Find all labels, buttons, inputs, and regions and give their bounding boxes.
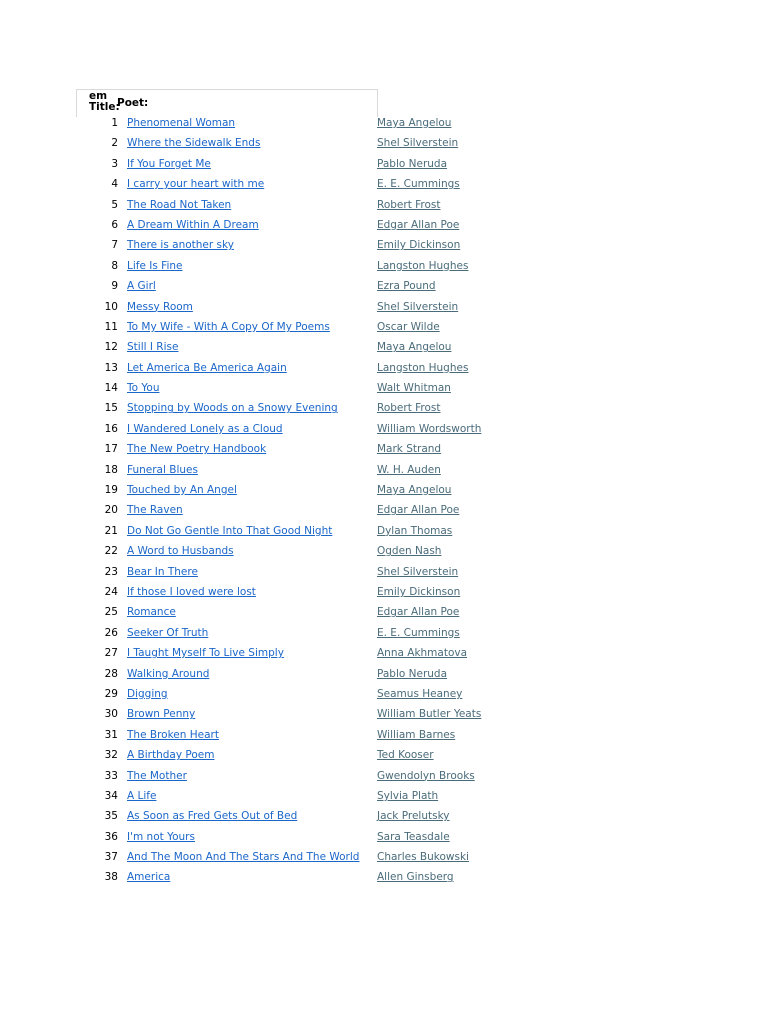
poem-list [0,113,768,888]
poem-title-link[interactable]: Do Not Go Gentle Into That Good Night [127,524,333,537]
table-row [0,623,768,643]
table-row [0,195,768,215]
table-row [0,664,768,684]
poem-title-link[interactable]: To My Wife - With A Copy Of My Poems [127,320,330,333]
table-row [0,398,768,418]
table-row [0,766,768,786]
title-header-line1: em [89,90,108,102]
poet-name-link[interactable]: Mark Strand [377,443,442,456]
table-row [0,500,768,520]
poet-name-link[interactable]: Gwendolyn Brooks [377,769,475,782]
table-row [0,358,768,378]
poet-name-link[interactable]: Allen Ginsberg [377,871,454,884]
poet-name-link[interactable]: Anna Akhmatova [377,647,468,660]
poem-title-link[interactable]: Still I Rise [127,341,179,354]
table-row [0,704,768,724]
title-header-line2: Title: [89,101,120,113]
row-number: 21 [104,524,118,537]
poem-title-link[interactable]: I Wandered Lonely as a Cloud [127,422,283,435]
row-number: 6 [111,218,118,231]
row-number: 24 [104,585,118,598]
poem-title-link[interactable]: Phenomenal Woman [127,117,236,129]
poet-name-link[interactable]: William Barnes [377,728,456,741]
row-number: 38 [104,871,118,884]
table-row [0,745,768,765]
poet-name-link[interactable]: Langston Hughes [377,361,469,374]
poem-title-link[interactable]: A Girl [127,280,156,293]
row-number: 16 [104,422,118,435]
poem-title-link[interactable]: Seeker Of Truth [127,626,209,639]
poem-title-link[interactable]: Digging [127,687,168,700]
poem-title-link[interactable]: To You [127,382,160,395]
poem-title-link[interactable]: The Road Not Taken [127,198,232,211]
poem-title-link[interactable]: Where the Sidewalk Ends [127,137,261,150]
poet-name-link[interactable]: Ogden Nash [377,545,442,558]
poet-name-link[interactable]: William Wordsworth [377,422,482,435]
poem-title-link[interactable]: If those I loved were lost [127,585,256,598]
table-row [0,582,768,602]
table-row [0,725,768,745]
table-row [0,215,768,235]
poem-title-link[interactable]: Funeral Blues [127,463,198,476]
poet-name-link[interactable]: Sara Teasdale [377,830,450,843]
table-row [0,317,768,337]
row-number: 3 [111,157,118,170]
poet-name-link[interactable]: Pablo Neruda [377,667,448,680]
table-row [0,827,768,847]
poet-name-link[interactable]: Emily Dickinson [377,585,461,598]
poet-name-link[interactable]: E. E. Cummings [377,626,460,639]
row-number: 13 [104,361,118,374]
row-number: 26 [104,626,118,639]
poet-name-link[interactable]: Maya Angelou [377,341,452,354]
table-row [0,419,768,439]
poet-name-link[interactable]: Edgar Allan Poe [377,504,460,517]
poem-title-link[interactable]: Touched by An Angel [127,484,237,497]
poet-column-header: Poet: [117,97,149,109]
row-number: 18 [104,463,118,476]
poem-title-link[interactable]: Stopping by Woods on a Snowy Evening [127,402,338,415]
table-row [0,786,768,806]
poem-title-link[interactable]: A Word to Husbands [127,545,234,558]
poem-title-link[interactable]: If You Forget Me [127,157,211,170]
table-row [0,847,768,867]
row-number: 32 [104,749,118,762]
row-number: 29 [104,687,118,700]
row-number: 20 [104,504,118,517]
row-number: 10 [104,300,118,313]
row-number: 35 [104,810,118,823]
poet-name-link[interactable]: Jack Prelutsky [377,810,450,823]
table-row [0,297,768,317]
table-row [0,602,768,622]
poem-title-link[interactable]: A Life [127,789,157,802]
table-row [0,439,768,459]
poem-title-link[interactable]: The Raven [127,504,183,517]
table-row [0,684,768,704]
row-number: 27 [104,647,118,660]
row-number: 25 [104,606,118,619]
row-number: 11 [104,320,118,333]
poet-name-link[interactable]: Pablo Neruda [377,157,448,170]
poem-title-link[interactable]: There is another sky [127,239,234,252]
row-number: 15 [104,402,118,415]
row-number: 28 [104,667,118,680]
poet-name-link[interactable]: Emily Dickinson [377,239,461,252]
poem-title-link[interactable]: Bear In There [127,565,198,578]
poet-name-link[interactable]: William Butler Yeats [377,708,482,721]
row-number: 14 [104,382,118,395]
table-row [0,235,768,255]
row-number: 12 [104,341,118,354]
poet-name-link[interactable]: Shel Silverstein [377,300,459,313]
row-number: 8 [111,259,118,272]
row-number: 33 [104,769,118,782]
poet-name-link[interactable]: Edgar Allan Poe [377,218,460,231]
poem-title-link[interactable]: America [127,871,171,884]
poet-name-link[interactable]: Edgar Allan Poe [377,606,460,619]
table-row [0,133,768,153]
table-row [0,113,768,133]
table-row [0,276,768,296]
poet-name-link[interactable]: Langston Hughes [377,259,469,272]
poet-name-link[interactable]: Dylan Thomas [377,524,453,537]
row-number: 31 [104,728,118,741]
row-number: 34 [104,789,118,802]
poem-title-link[interactable]: Romance [127,606,176,619]
row-number: 17 [104,443,118,456]
poem-title-link[interactable]: The Mother [127,769,187,782]
poet-name-link[interactable]: Robert Frost [377,198,441,211]
row-number: 23 [104,565,118,578]
row-number: 22 [104,545,118,558]
poet-name-link[interactable]: Maya Angelou [377,484,452,497]
poet-name-link[interactable]: Charles Bukowski [377,851,469,864]
poem-title-link[interactable]: I'm not Yours [127,830,195,843]
table-row [0,256,768,276]
row-number: 19 [104,484,118,497]
poet-name-link[interactable]: W. H. Auden [377,463,441,476]
table-row [0,562,768,582]
title-column-header [89,91,119,113]
poet-name-link[interactable]: Oscar Wilde [377,320,440,333]
table-row [0,460,768,480]
poet-name-link[interactable]: Seamus Heaney [377,687,463,700]
row-number: 30 [104,708,118,721]
row-number: 1 [111,117,118,129]
poem-title-link[interactable]: I Taught Myself To Live Simply [127,647,284,660]
poem-title-link[interactable]: Messy Room [127,300,193,313]
poet-name-link[interactable]: Sylvia Plath [377,789,439,802]
poet-name-link[interactable]: E. E. Cummings [377,178,460,191]
poem-title-link[interactable]: I carry your heart with me [127,178,265,191]
table-row [0,867,768,887]
poem-title-link[interactable]: A Dream Within A Dream [127,218,259,231]
poem-title-link[interactable]: Walking Around [127,667,210,680]
table-row [0,521,768,541]
poet-name-link[interactable]: Ted Kooser [377,749,434,762]
table-row [0,174,768,194]
row-number: 7 [111,239,118,252]
poet-name-link[interactable]: Shel Silverstein [377,565,459,578]
poet-name-link[interactable]: Walt Whitman [377,382,451,395]
table-row [0,643,768,663]
row-number: 36 [104,830,118,843]
row-number: 5 [111,198,118,211]
table-row [0,480,768,500]
poem-title-link[interactable]: Let America Be America Again [127,361,287,374]
table-row [0,154,768,174]
row-number: 37 [104,851,118,864]
row-number: 2 [111,137,118,150]
poet-name-link[interactable]: Ezra Pound [377,280,436,293]
poem-title-link[interactable]: As Soon as Fred Gets Out of Bed [127,810,298,823]
row-number: 4 [111,178,118,191]
poem-title-link[interactable]: The Broken Heart [127,728,219,741]
table-row [0,541,768,561]
poem-title-link[interactable]: The New Poetry Handbook [127,443,267,456]
row-number: 9 [111,280,118,293]
table-row [0,337,768,357]
poem-title-link[interactable]: Brown Penny [127,708,196,721]
poet-name-link[interactable]: Maya Angelou [377,117,452,129]
table-row [0,806,768,826]
poem-title-link[interactable]: Life Is Fine [127,259,183,272]
table-row [0,378,768,398]
poem-title-link[interactable]: A Birthday Poem [127,749,215,762]
poet-name-link[interactable]: Shel Silverstein [377,137,459,150]
poem-title-link[interactable]: And The Moon And The Stars And The World [127,851,360,864]
poet-name-link[interactable]: Robert Frost [377,402,441,415]
